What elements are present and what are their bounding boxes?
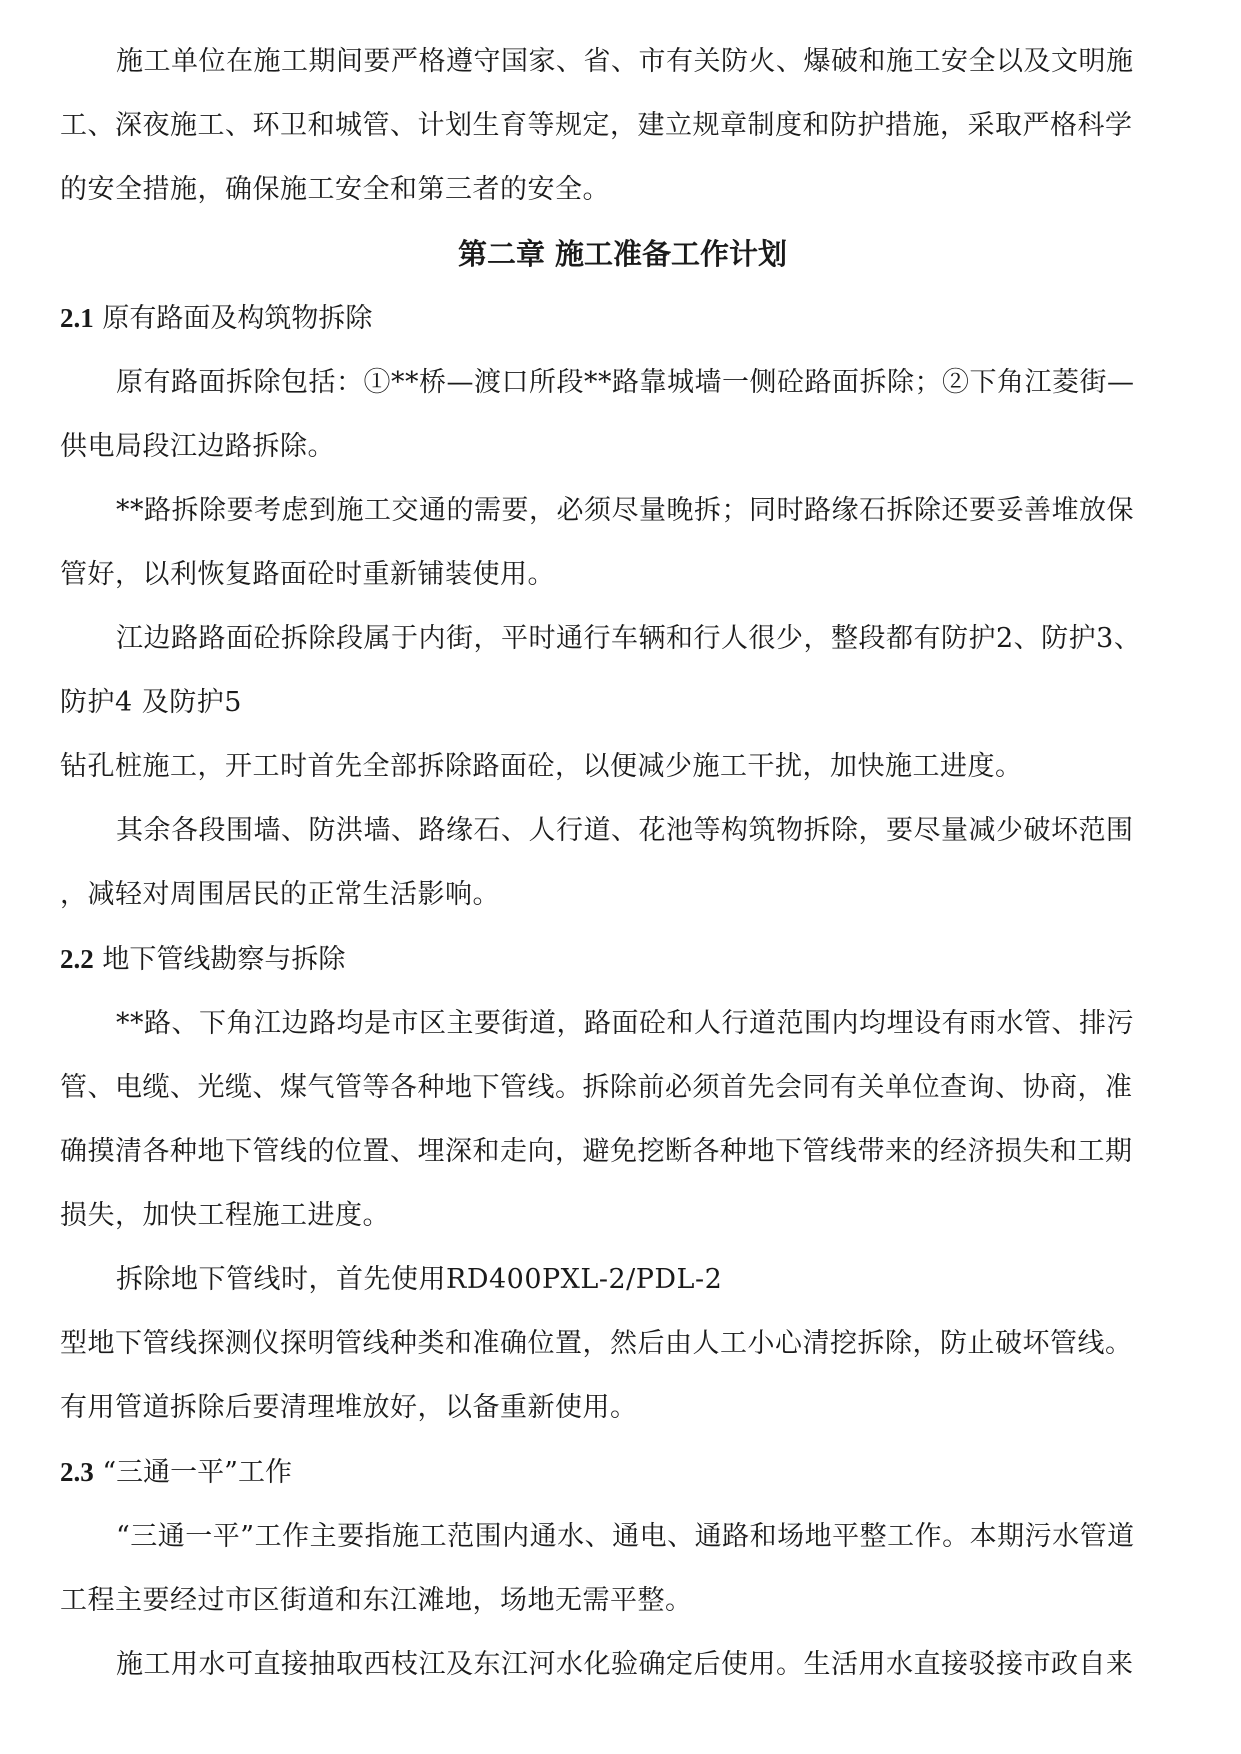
paragraph-riverside-road	[60, 607, 1185, 799]
text-line: 其余各段围墙、防洪墙、路缘石、人行道、花池等构筑物拆除，要尽量减少破坏范围	[116, 815, 1134, 846]
text-line: 拆除地下管线时，首先使用RD400PXL-2/PDL-2	[116, 1264, 723, 1295]
text-line: 工、深夜施工、环卫和城管、计划生育等规定，建立规章制度和防护措施，采取严格科学	[60, 110, 1133, 141]
text-line: 管、电缆、光缆、煤气管等各种地下管线。拆除前必须首先会同有关单位查询、协商，准	[60, 1072, 1133, 1103]
text-line: 江边路路面砼拆除段属于内街，平时通行车辆和行人很少，整段都有防护2、防护3、	[116, 623, 1142, 654]
text-line: 施工单位在施工期间要严格遵守国家、省、市有关防火、爆破和施工安全以及文明施	[116, 46, 1134, 77]
text-line: 损失，加快工程施工进度。	[60, 1200, 390, 1231]
paragraph-pipelines	[60, 992, 1185, 1248]
paragraph-three-links	[60, 1505, 1185, 1633]
text-line: 原有路面拆除包括：①**桥—渡口所段**路靠城墙一侧砼路面拆除；②下角江菱街—	[116, 367, 1135, 398]
section-title: “三通一平”工作	[102, 1457, 292, 1488]
text-line: 管好，以利恢复路面砼时重新铺装使用。	[60, 559, 555, 590]
text-line: 防护4 及防护5	[60, 687, 242, 718]
section-title: 原有路面及构筑物拆除	[102, 303, 373, 334]
paragraph-pipe-detector	[60, 1248, 1185, 1440]
text-line: **路、下角江边路均是市区主要街道，路面砼和人行道范围内均埋设有雨水管、排污	[116, 1008, 1134, 1039]
chapter-title: 第二章 施工准备工作计划	[457, 237, 788, 271]
section-heading-2-2	[60, 927, 1185, 992]
text-line: 型地下管线探测仪探明管线种类和准确位置，然后由人工小心清挖拆除，防止破坏管线。	[60, 1328, 1133, 1359]
section-number: 2.3	[60, 1457, 94, 1487]
paragraph-water-supply	[60, 1633, 1185, 1697]
document-page	[60, 30, 1185, 1697]
text-line: “三通一平”工作主要指施工范围内通水、通电、通路和场地平整工作。本期污水管道	[116, 1521, 1135, 1552]
paragraph-structures	[60, 799, 1185, 927]
text-line: 有用管道拆除后要清理堆放好，以备重新使用。	[60, 1392, 638, 1423]
paragraph-road-timing	[60, 479, 1185, 607]
section-title: 地下管线勘察与拆除	[102, 944, 346, 975]
section-number: 2.2	[60, 944, 94, 974]
text-line: 确摸清各种地下管线的位置、埋深和走向，避免挖断各种地下管线带来的经济损失和工期	[60, 1136, 1133, 1167]
text-line: 钻孔桩施工，开工时首先全部拆除路面砼，以便减少施工干扰，加快施工进度。	[60, 751, 1023, 782]
text-line: 的安全措施，确保施工安全和第三者的安全。	[60, 174, 610, 205]
text-line: ，减轻对周围居民的正常生活影响。	[60, 879, 500, 910]
section-number: 2.1	[60, 303, 94, 333]
paragraph-road-removal	[60, 351, 1185, 479]
text-line: 供电局段江边路拆除。	[60, 431, 335, 462]
text-line: **路拆除要考虑到施工交通的需要，必须尽量晚拆；同时路缘石拆除还要妥善堆放保	[116, 495, 1134, 526]
text-line: 工程主要经过市区街道和东江滩地，场地无需平整。	[60, 1585, 693, 1616]
text-line: 施工用水可直接抽取西枝江及东江河水化验确定后使用。生活用水直接驳接市政自来	[116, 1649, 1134, 1680]
paragraph-safety	[60, 30, 1185, 222]
section-heading-2-1	[60, 286, 1185, 351]
section-heading-2-3	[60, 1440, 1185, 1505]
